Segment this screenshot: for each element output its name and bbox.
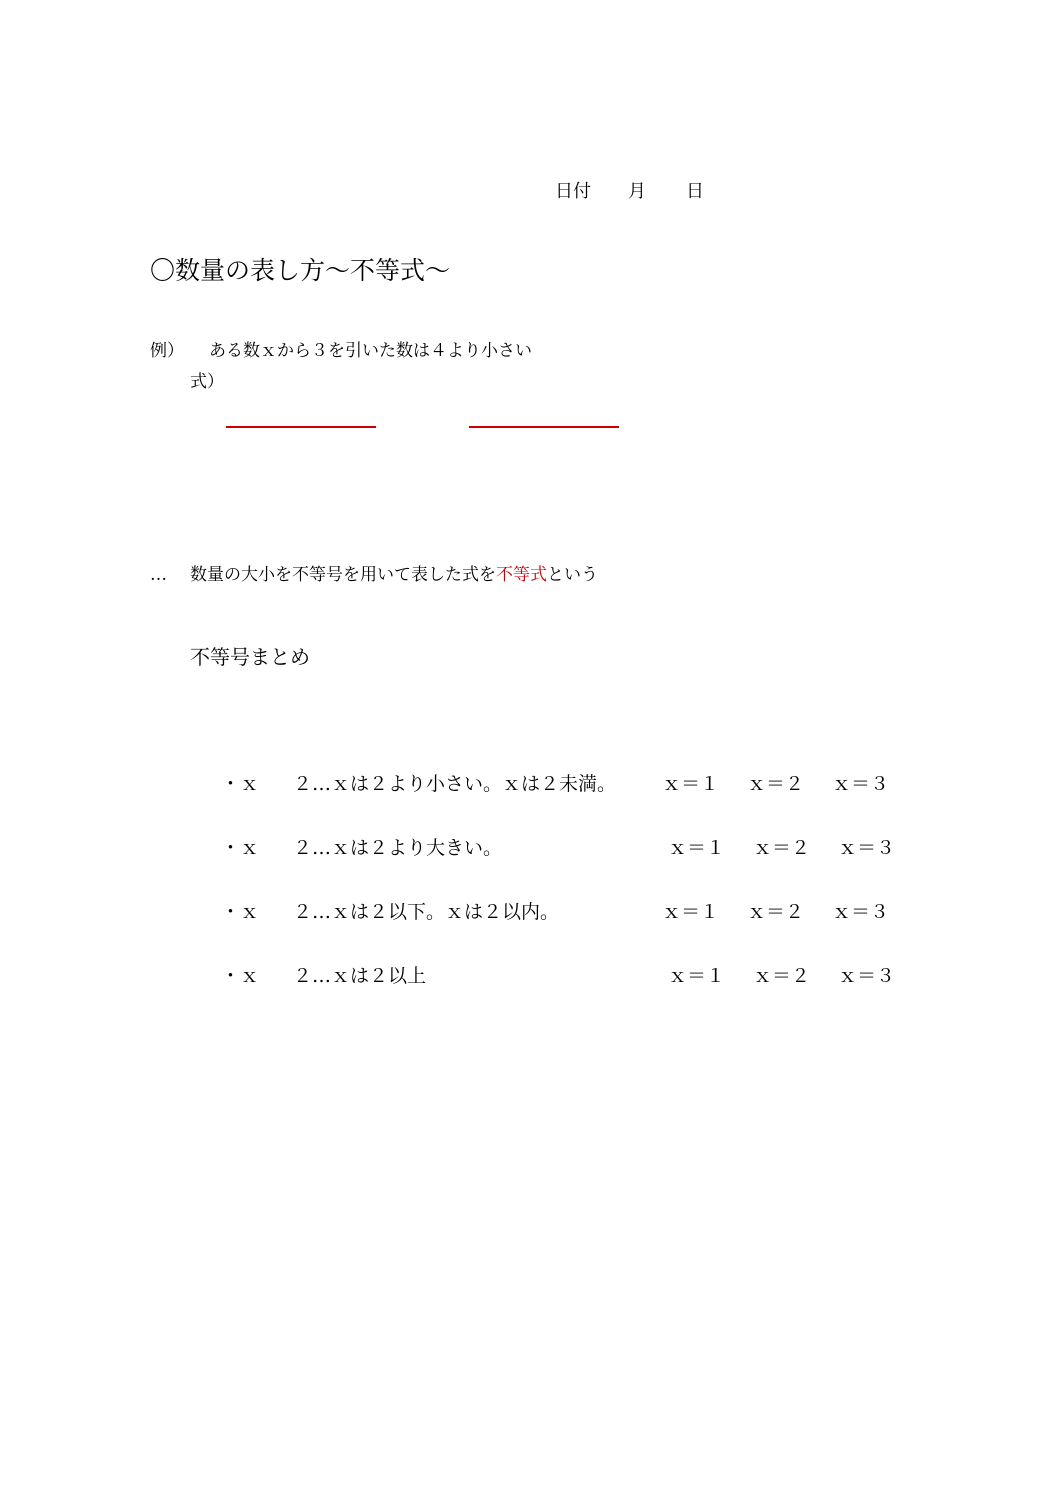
inequality-values	[668, 839, 895, 858]
value-x3: ｘ＝３	[838, 965, 896, 987]
inequality-variable: ・ｘ	[221, 773, 260, 795]
page-title: 〇数量の表し方〜不等式〜	[150, 256, 451, 285]
value-x1: ｘ＝１	[668, 965, 726, 987]
value-x3: ｘ＝３	[832, 773, 890, 795]
inequality-values	[662, 775, 889, 794]
inequality-variable: ・ｘ	[221, 837, 260, 859]
answer-blank-left	[226, 426, 376, 428]
definition-keyword: 不等式	[496, 565, 547, 585]
inequality-values	[662, 903, 889, 922]
inequality-description: ２…ｘは２より小さい。ｘは２未満。	[293, 773, 617, 795]
example-label: 例）	[150, 341, 184, 361]
value-x2: ｘ＝２	[753, 965, 811, 987]
definition-text	[190, 567, 598, 584]
definition-ellipsis: …	[150, 565, 167, 585]
inequality-description: ２…ｘは２以下。ｘは２以内。	[293, 901, 560, 923]
month-label: 月	[628, 181, 646, 202]
definition-text-after: という	[547, 565, 598, 585]
summary-heading: 不等号まとめ	[190, 645, 310, 669]
date-label: 日付	[555, 181, 591, 202]
value-x2: ｘ＝２	[747, 901, 805, 923]
example-text: ある数ｘから３を引いた数は４より小さい	[209, 341, 532, 361]
answer-blank-right	[469, 426, 619, 428]
definition-text-before: 数量の大小を不等号を用いて表した式を	[190, 565, 496, 585]
inequality-description: ２…ｘは２より大きい。	[293, 837, 503, 859]
value-x1: ｘ＝１	[662, 901, 720, 923]
value-x3: ｘ＝３	[832, 901, 890, 923]
value-x1: ｘ＝１	[668, 837, 726, 859]
value-x3: ｘ＝３	[838, 837, 896, 859]
inequality-description: ２…ｘは２以上	[293, 965, 427, 987]
value-x2: ｘ＝２	[747, 773, 805, 795]
day-label: 日	[686, 181, 704, 202]
inequality-values	[668, 967, 895, 986]
inequality-variable: ・ｘ	[221, 965, 260, 987]
value-x1: ｘ＝１	[662, 773, 720, 795]
value-x2: ｘ＝２	[753, 837, 811, 859]
inequality-variable: ・ｘ	[221, 901, 260, 923]
formula-label: 式）	[190, 372, 224, 392]
